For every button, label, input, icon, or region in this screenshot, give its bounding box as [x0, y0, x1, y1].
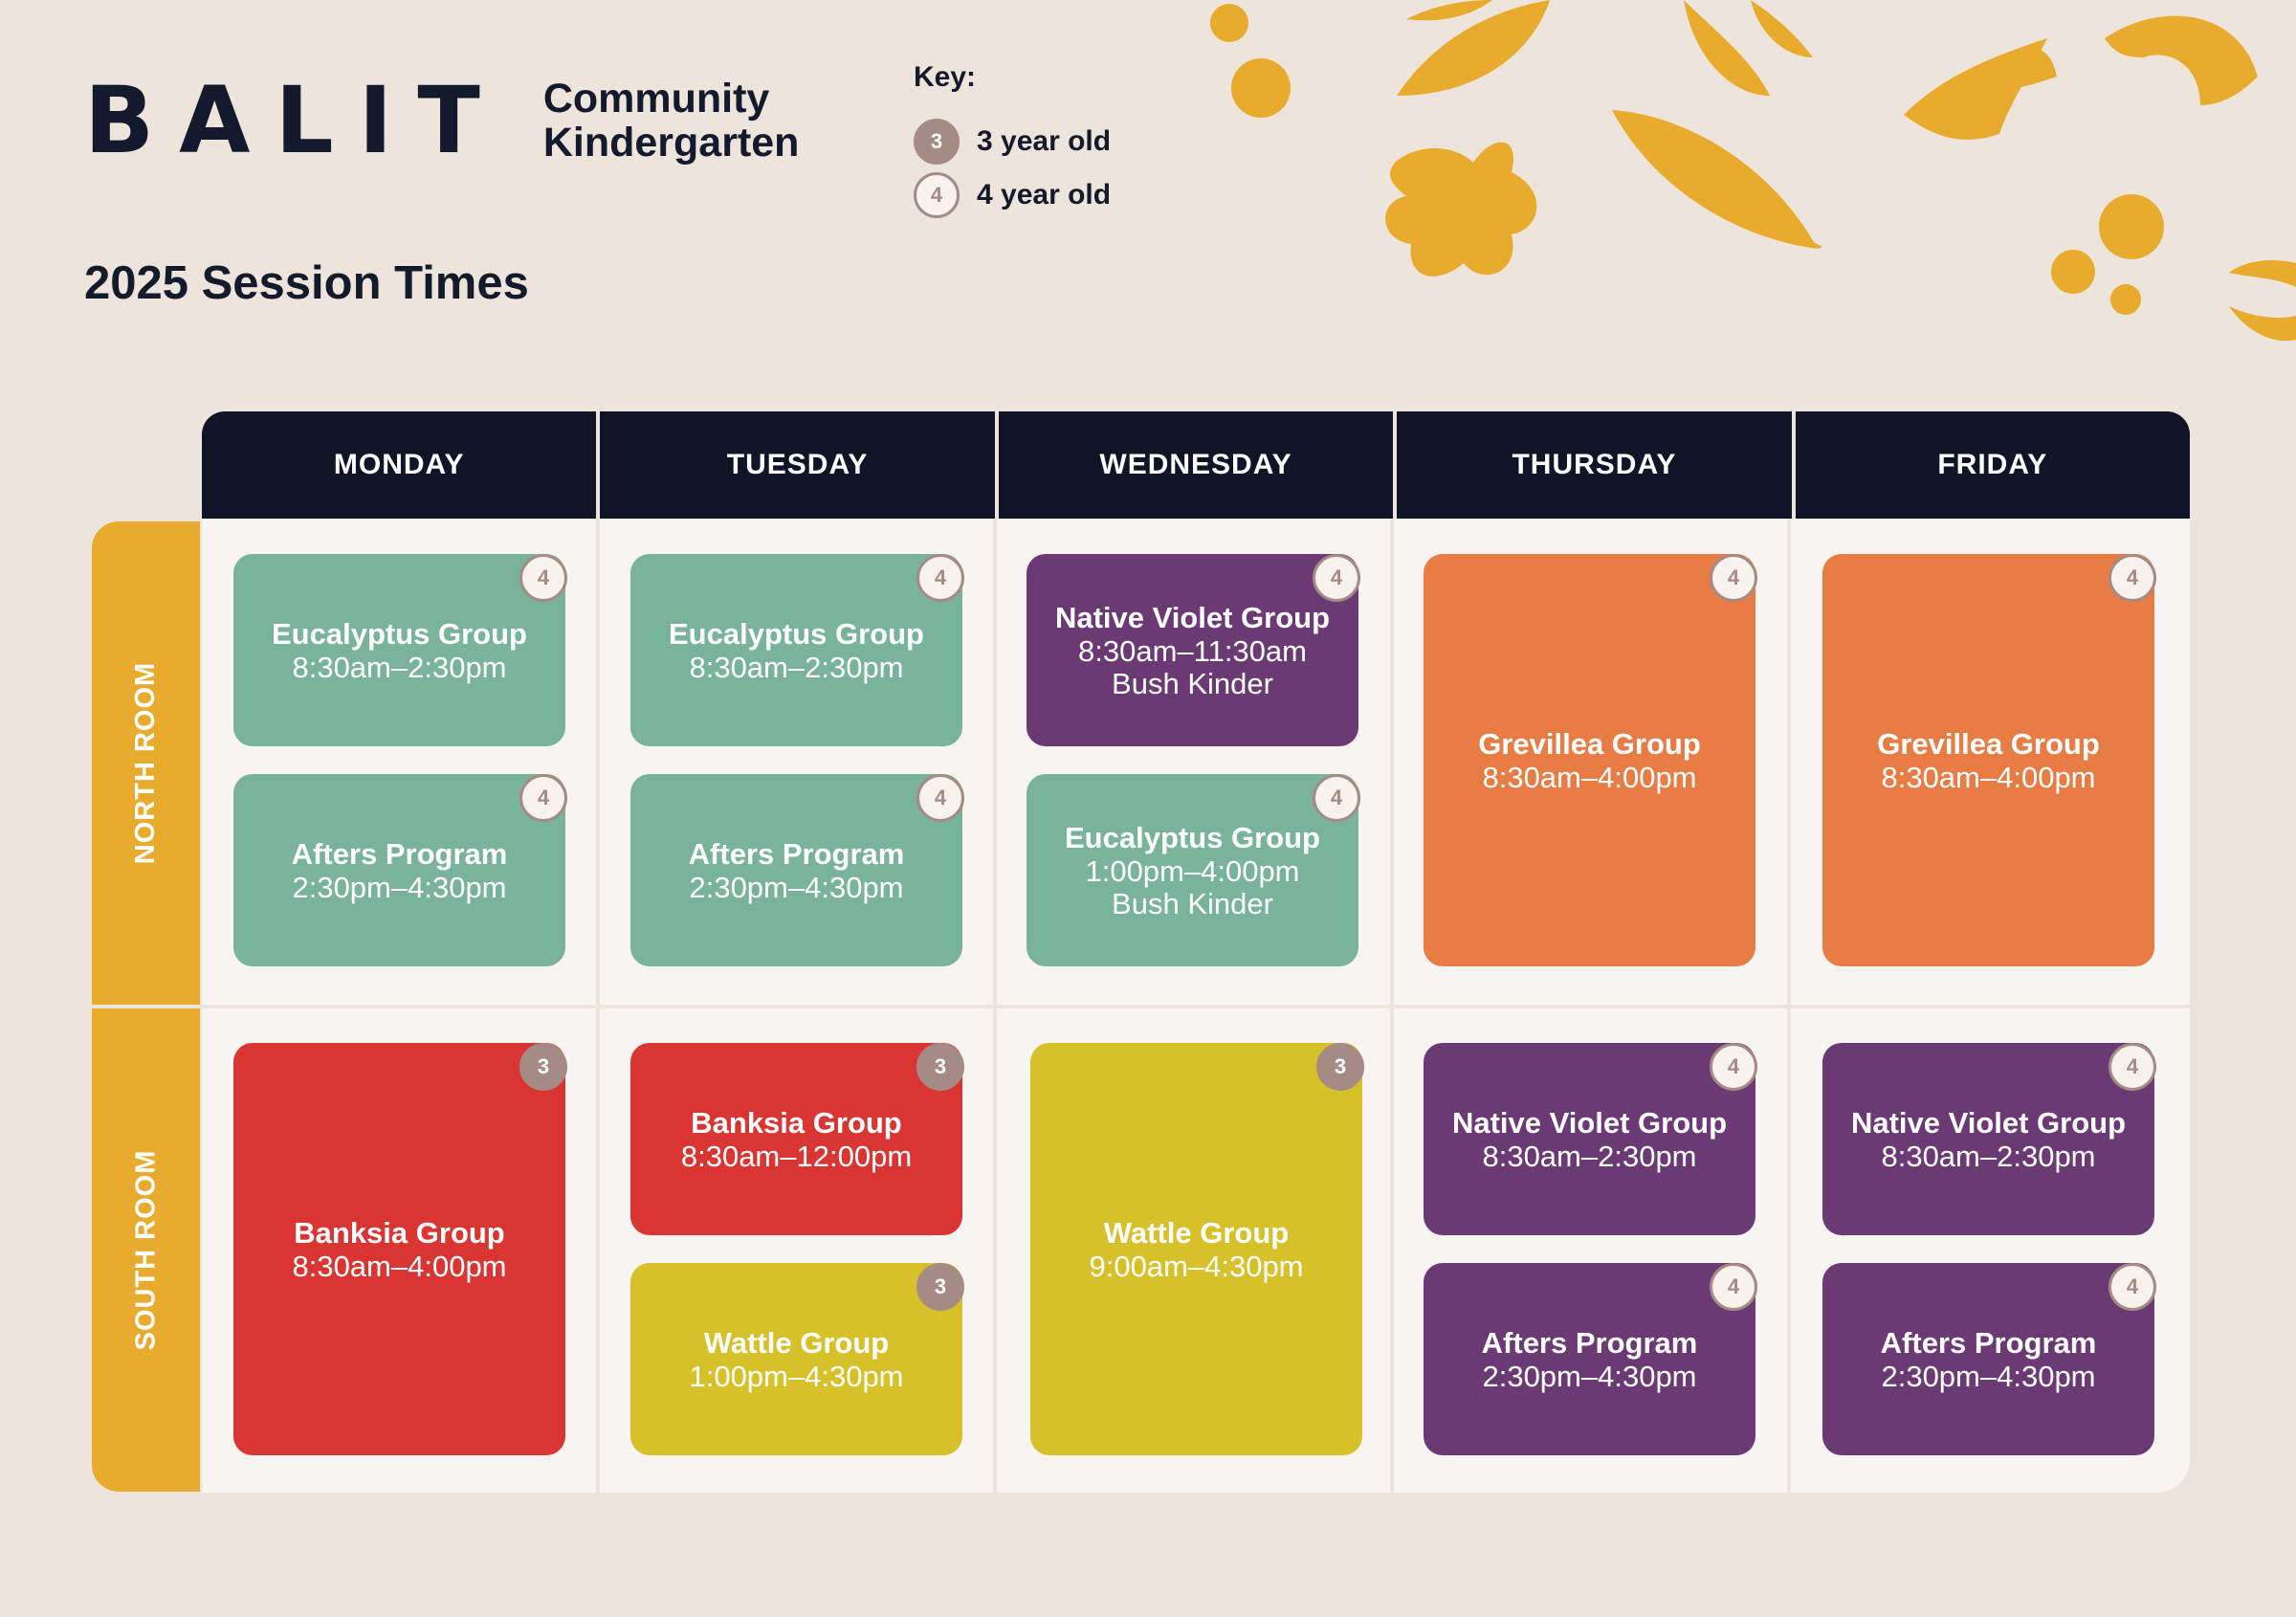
session-name: Native Violet Group	[1054, 600, 1331, 634]
key-item-4-year-old	[914, 168, 1111, 222]
session-card[interactable]	[233, 774, 565, 966]
session-name: Afters Program	[291, 836, 508, 871]
logo	[84, 67, 799, 174]
session-time: 1:00pm–4:30pm	[689, 1359, 904, 1393]
session-time: 8:30am–4:00pm	[1881, 760, 2096, 794]
session-name: Banksia Group	[294, 1215, 505, 1250]
session-card[interactable]	[1822, 1263, 2154, 1455]
session-name: Afters Program	[1481, 1325, 1698, 1360]
session-time: 8:30am–2:30pm	[292, 650, 507, 684]
page-title: 2025 Session Times	[84, 257, 529, 309]
session-time: 1:00pm–4:00pm	[1085, 853, 1300, 888]
age-3-badge-icon: 3	[1316, 1043, 1364, 1091]
age-4-badge-icon: 4	[916, 774, 964, 822]
key-label: 4 year old	[977, 179, 1112, 210]
session-time: 8:30am–4:00pm	[1482, 760, 1697, 794]
session-card[interactable]	[630, 1043, 962, 1235]
decorative-leaves-illustration	[0, 0, 2296, 402]
age-3-badge-icon: 3	[519, 1043, 567, 1091]
logo-wordmark: BALIT	[84, 67, 505, 174]
session-time: 8:30am–2:30pm	[1881, 1139, 2096, 1173]
session-note: Bush Kinder	[1112, 886, 1273, 920]
session-time: 8:30am–4:00pm	[292, 1249, 507, 1283]
session-card[interactable]	[233, 554, 565, 746]
session-card[interactable]	[1822, 1043, 2154, 1235]
age-4-badge-icon: 4	[916, 554, 964, 602]
age-3-badge-icon: 3	[914, 119, 960, 165]
age-4-badge-icon: 4	[914, 172, 960, 218]
session-time: 8:30am–11:30am	[1078, 633, 1307, 668]
logo-subtitle	[543, 77, 800, 165]
age-3-badge-icon: 3	[916, 1043, 964, 1091]
day-header-tuesday: TUESDAY	[600, 411, 998, 519]
session-card[interactable]	[1822, 554, 2154, 966]
session-time: 8:30am–12:00pm	[680, 1139, 913, 1173]
age-4-badge-icon: 4	[1313, 554, 1360, 602]
age-4-badge-icon: 4	[2108, 554, 2156, 602]
session-name: Eucalyptus Group	[669, 616, 924, 651]
logo-subtitle-line2: Kindergarten	[542, 120, 800, 166]
day-header-monday: MONDAY	[202, 411, 600, 519]
session-card[interactable]	[1424, 1043, 1755, 1235]
age-4-badge-icon: 4	[1710, 1043, 1757, 1091]
session-time: 8:30am–2:30pm	[1482, 1139, 1697, 1173]
day-header-friday: FRIDAY	[1937, 449, 2048, 480]
session-card[interactable]	[1027, 554, 1358, 746]
session-time: 2:30pm–4:30pm	[689, 870, 904, 904]
session-name: Wattle Group	[703, 1325, 890, 1360]
age-4-badge-icon: 4	[519, 554, 567, 602]
room-label-text: SOUTH ROOM	[130, 1149, 161, 1351]
session-card[interactable]	[1027, 774, 1358, 966]
schedule-grid	[202, 519, 2190, 1493]
session-name: Native Violet Group	[1451, 1105, 1728, 1140]
session-name: Afters Program	[688, 836, 905, 871]
age-4-badge-icon: 4	[1710, 554, 1757, 602]
day-header-wednesday: WEDNESDAY	[999, 411, 1397, 519]
session-time: 2:30pm–4:30pm	[1482, 1359, 1697, 1393]
key-label: 3 year old	[977, 125, 1112, 157]
session-name: Afters Program	[1880, 1325, 2097, 1360]
key-item-3-year-old	[914, 115, 1111, 168]
session-card[interactable]	[630, 1263, 962, 1455]
session-card[interactable]	[630, 554, 962, 746]
age-key-legend	[914, 61, 1111, 222]
session-card[interactable]	[1030, 1043, 1362, 1455]
session-time: 9:00am–4:30pm	[1089, 1249, 1304, 1283]
room-label-south	[92, 1008, 200, 1492]
session-card[interactable]	[1424, 1263, 1755, 1455]
session-time: 8:30am–2:30pm	[689, 650, 904, 684]
session-time: 2:30pm–4:30pm	[292, 870, 507, 904]
day-header-row	[202, 411, 2190, 519]
session-card[interactable]	[1424, 554, 1755, 966]
room-label-text: NORTH ROOM	[130, 661, 161, 865]
age-4-badge-icon: 4	[1313, 774, 1360, 822]
session-name: Eucalyptus Group	[272, 616, 527, 651]
session-name: Eucalyptus Group	[1065, 820, 1320, 854]
session-name: Grevillea Group	[1478, 726, 1701, 761]
grid-divider	[202, 1005, 2190, 1008]
logo-subtitle-line1: Community	[542, 76, 770, 122]
room-label-north	[92, 521, 200, 1005]
age-4-badge-icon: 4	[2108, 1263, 2156, 1311]
age-4-badge-icon: 4	[2108, 1043, 2156, 1091]
session-card[interactable]	[233, 1043, 565, 1455]
day-header-thursday: THURSDAY	[1397, 411, 1795, 519]
key-title: Key:	[914, 61, 977, 93]
session-name: Banksia Group	[691, 1105, 902, 1140]
age-4-badge-icon: 4	[519, 774, 567, 822]
session-card[interactable]	[630, 774, 962, 966]
session-name: Wattle Group	[1103, 1215, 1290, 1250]
session-name: Native Violet Group	[1850, 1105, 2127, 1140]
session-note: Bush Kinder	[1112, 666, 1273, 700]
age-3-badge-icon: 3	[916, 1263, 964, 1311]
age-4-badge-icon: 4	[1710, 1263, 1757, 1311]
session-name: Grevillea Group	[1877, 726, 2100, 761]
session-time: 2:30pm–4:30pm	[1881, 1359, 2096, 1393]
